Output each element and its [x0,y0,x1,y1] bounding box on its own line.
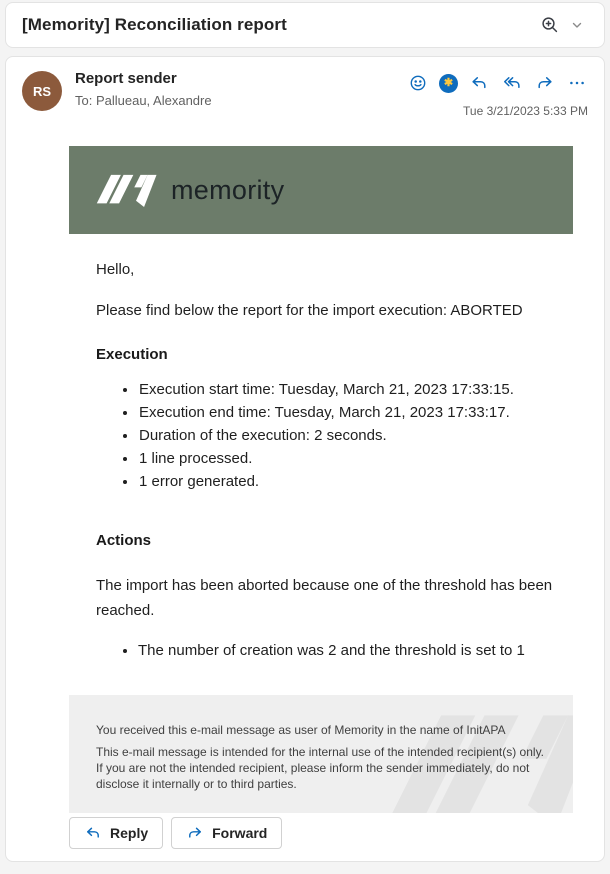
forward-button[interactable] [171,817,282,849]
list-item: • 1 error generated. [138,470,573,493]
disclaimer-line1: You received this e-mail message as user of Memority in the name of InitAPA [96,723,506,737]
greeting-text: Hello, [96,261,135,278]
magnifier-plus-icon [540,15,560,35]
execution-heading: Execution [96,346,168,363]
intro-text: Please find below the report for the import execution: ABORTED [96,302,523,319]
reply-arrow-icon [469,73,489,93]
zoom-button[interactable] [538,13,562,37]
subject-title: [Memority] Reconciliation report [22,15,287,34]
forward-button-label: Forward [212,825,268,841]
disclaimer-line2: This e-mail message is intended for the internal use of the intended recipient(s) only. [96,745,545,759]
chevron-down-icon [570,18,584,32]
actions-text: The import has been aborted because one of the threshold has been reached. [96,577,553,619]
reply-button-label: Reply [110,825,149,841]
recipients-line[interactable]: To: Pallueau, Alexandre [75,93,212,108]
list-item: • Execution end time: Tuesday, March 21, 2023 17:33:17. [138,401,573,424]
message-toolbar [406,71,588,95]
email-message-card [5,56,605,862]
brand-name: memority [171,174,285,205]
message-header [22,69,588,118]
ellipsis-icon [568,74,586,92]
actions-list [138,639,573,662]
reply-button[interactable] [69,817,163,849]
brand-banner [69,146,573,234]
my-logo-icon [95,170,161,210]
reply-arrow-icon [84,824,102,842]
execution-list [138,378,573,493]
subject-bar [5,2,605,48]
zoom-options-dropdown[interactable] [568,16,586,34]
disclaimer-line3: If you are not the intended recipient, please inform the sender immediately, do not disclose it internally or to third parties. [96,761,530,791]
more-actions-button[interactable] [566,72,588,94]
forward-arrow-icon [186,824,204,842]
star-reaction-badge[interactable]: ✱ [439,74,458,93]
reply-all-arrow-icon [502,73,522,93]
reply-all-button-icon[interactable] [500,71,524,95]
disclaimer-box [69,695,573,813]
email-body [69,118,573,813]
forward-arrow-icon [535,73,555,93]
emoji-reaction-button[interactable] [406,71,430,95]
list-item: • Duration of the execution: 2 seconds. [138,424,573,447]
sender-name[interactable]: Report sender [75,70,177,87]
smiley-icon [408,73,428,93]
message-actions-row [69,817,588,849]
reply-button-icon[interactable] [467,71,491,95]
timestamp: Tue 3/21/2023 5:33 PM [463,104,588,118]
list-item: • 1 line processed. [138,447,573,470]
list-item: • Execution start time: Tuesday, March 21, 2023 17:33:15. [138,378,573,401]
actions-heading: Actions [96,532,152,549]
avatar[interactable]: RS [22,71,62,111]
forward-button-icon[interactable] [533,71,557,95]
list-item: • The number of creation was 2 and the threshold is set to 1 [138,639,573,662]
